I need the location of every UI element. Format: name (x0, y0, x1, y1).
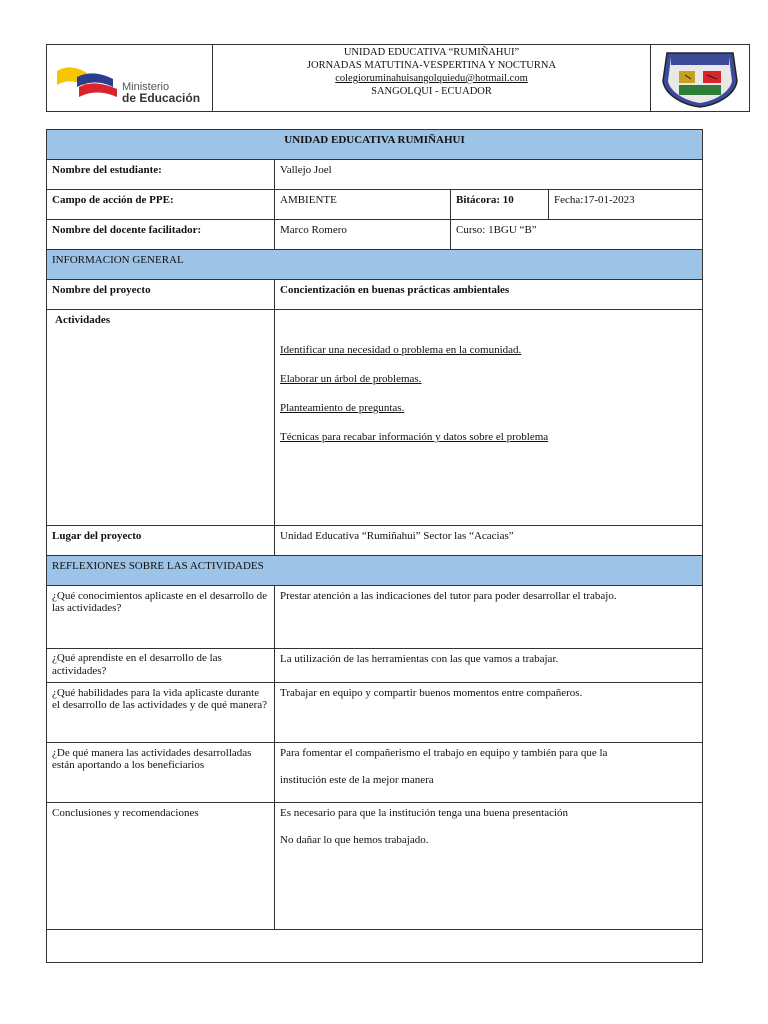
student-name-value: Vallejo Joel (275, 160, 703, 190)
action-field-value: AMBIENTE (275, 190, 451, 220)
ministry-logo-text: Ministerio de Educación (122, 81, 201, 105)
activity-item: Planteamiento de preguntas. (280, 402, 405, 414)
document-header (46, 44, 750, 112)
ministry-logo (47, 45, 213, 111)
question-life-skills: ¿Qué habilidades para la vida aplicaste durante el desarrollo de las actividades y de qué manera? (47, 683, 275, 743)
question-learned: ¿Qué aprendiste en el desarrollo de las actividades? (47, 649, 275, 683)
activities-label: Actividades (47, 310, 275, 526)
project-place-label: Lugar del proyecto (47, 526, 275, 556)
teacher-value: Marco Romero (275, 220, 451, 250)
school-seal (650, 45, 749, 111)
form-title: UNIDAD EDUCATIVA RUMIÑAHUI (47, 130, 703, 160)
answer-knowledge: Prestar atención a las indicaciones del tutor para poder desarrollar el trabajo. (275, 586, 703, 649)
course-value: Curso: 1BGU “B” (451, 220, 703, 250)
school-email-link[interactable]: colegioruminahuisangolquiedu@hotmail.com (335, 73, 528, 84)
log-number: Bitácora: 10 (451, 190, 549, 220)
activities-list (275, 310, 703, 526)
student-name-label: Nombre del estudiante: (47, 160, 275, 190)
ecuador-flag-icon (55, 65, 121, 99)
school-shifts: JORNADAS MATUTINA-VESPERTINA Y NOCTURNA (306, 60, 557, 71)
conclusions-label: Conclusiones y recomendaciones (47, 803, 275, 930)
project-name-value: Concientización en buenas prácticas ambientales (275, 280, 703, 310)
general-info-header: INFORMACION GENERAL (47, 250, 703, 280)
reflections-header: REFLEXIONES SOBRE LAS ACTIVIDADES (47, 556, 703, 586)
activity-item: Técnicas para recabar información y datos sobre el problema (280, 431, 549, 443)
school-info (213, 45, 650, 111)
ppe-log-table (46, 129, 703, 963)
activity-item: Elaborar un árbol de problemas. (280, 373, 422, 385)
answer-life-skills: Trabajar en equipo y compartir buenos momentos entre compañeros. (275, 683, 703, 743)
school-name: UNIDAD EDUCATIVA “RUMIÑAHUI” (343, 47, 520, 58)
school-location: SANGOLQUI - ECUADOR (371, 86, 492, 97)
action-field-label: Campo de acción de PPE: (47, 190, 275, 220)
teacher-label: Nombre del docente facilitador: (47, 220, 275, 250)
conclusions-value: Es necesario para que la institución tenga una buena presentación No dañar lo que hemos trabajado. (275, 803, 703, 930)
empty-footer-row (47, 930, 703, 963)
question-knowledge: ¿Qué conocimientos aplicaste en el desarrollo de las actividades? (47, 586, 275, 649)
log-date: Fecha:17-01-2023 (549, 190, 703, 220)
activity-item: Identificar una necesidad o problema en la comunidad. (280, 344, 522, 356)
answer-beneficiaries: Para fomentar el compañerismo el trabajo en equipo y también para que la institución este de la mejor manera (275, 743, 703, 803)
question-beneficiaries: ¿De qué manera las actividades desarrolladas están aportando a los beneficiarios (47, 743, 275, 803)
project-name-label: Nombre del proyecto (47, 280, 275, 310)
answer-learned: La utilización de las herramientas con las que vamos a trabajar. (275, 649, 703, 683)
school-shield-icon (657, 47, 743, 109)
project-place-value: Unidad Educativa “Rumiñahui” Sector las “Acacias” (275, 526, 703, 556)
